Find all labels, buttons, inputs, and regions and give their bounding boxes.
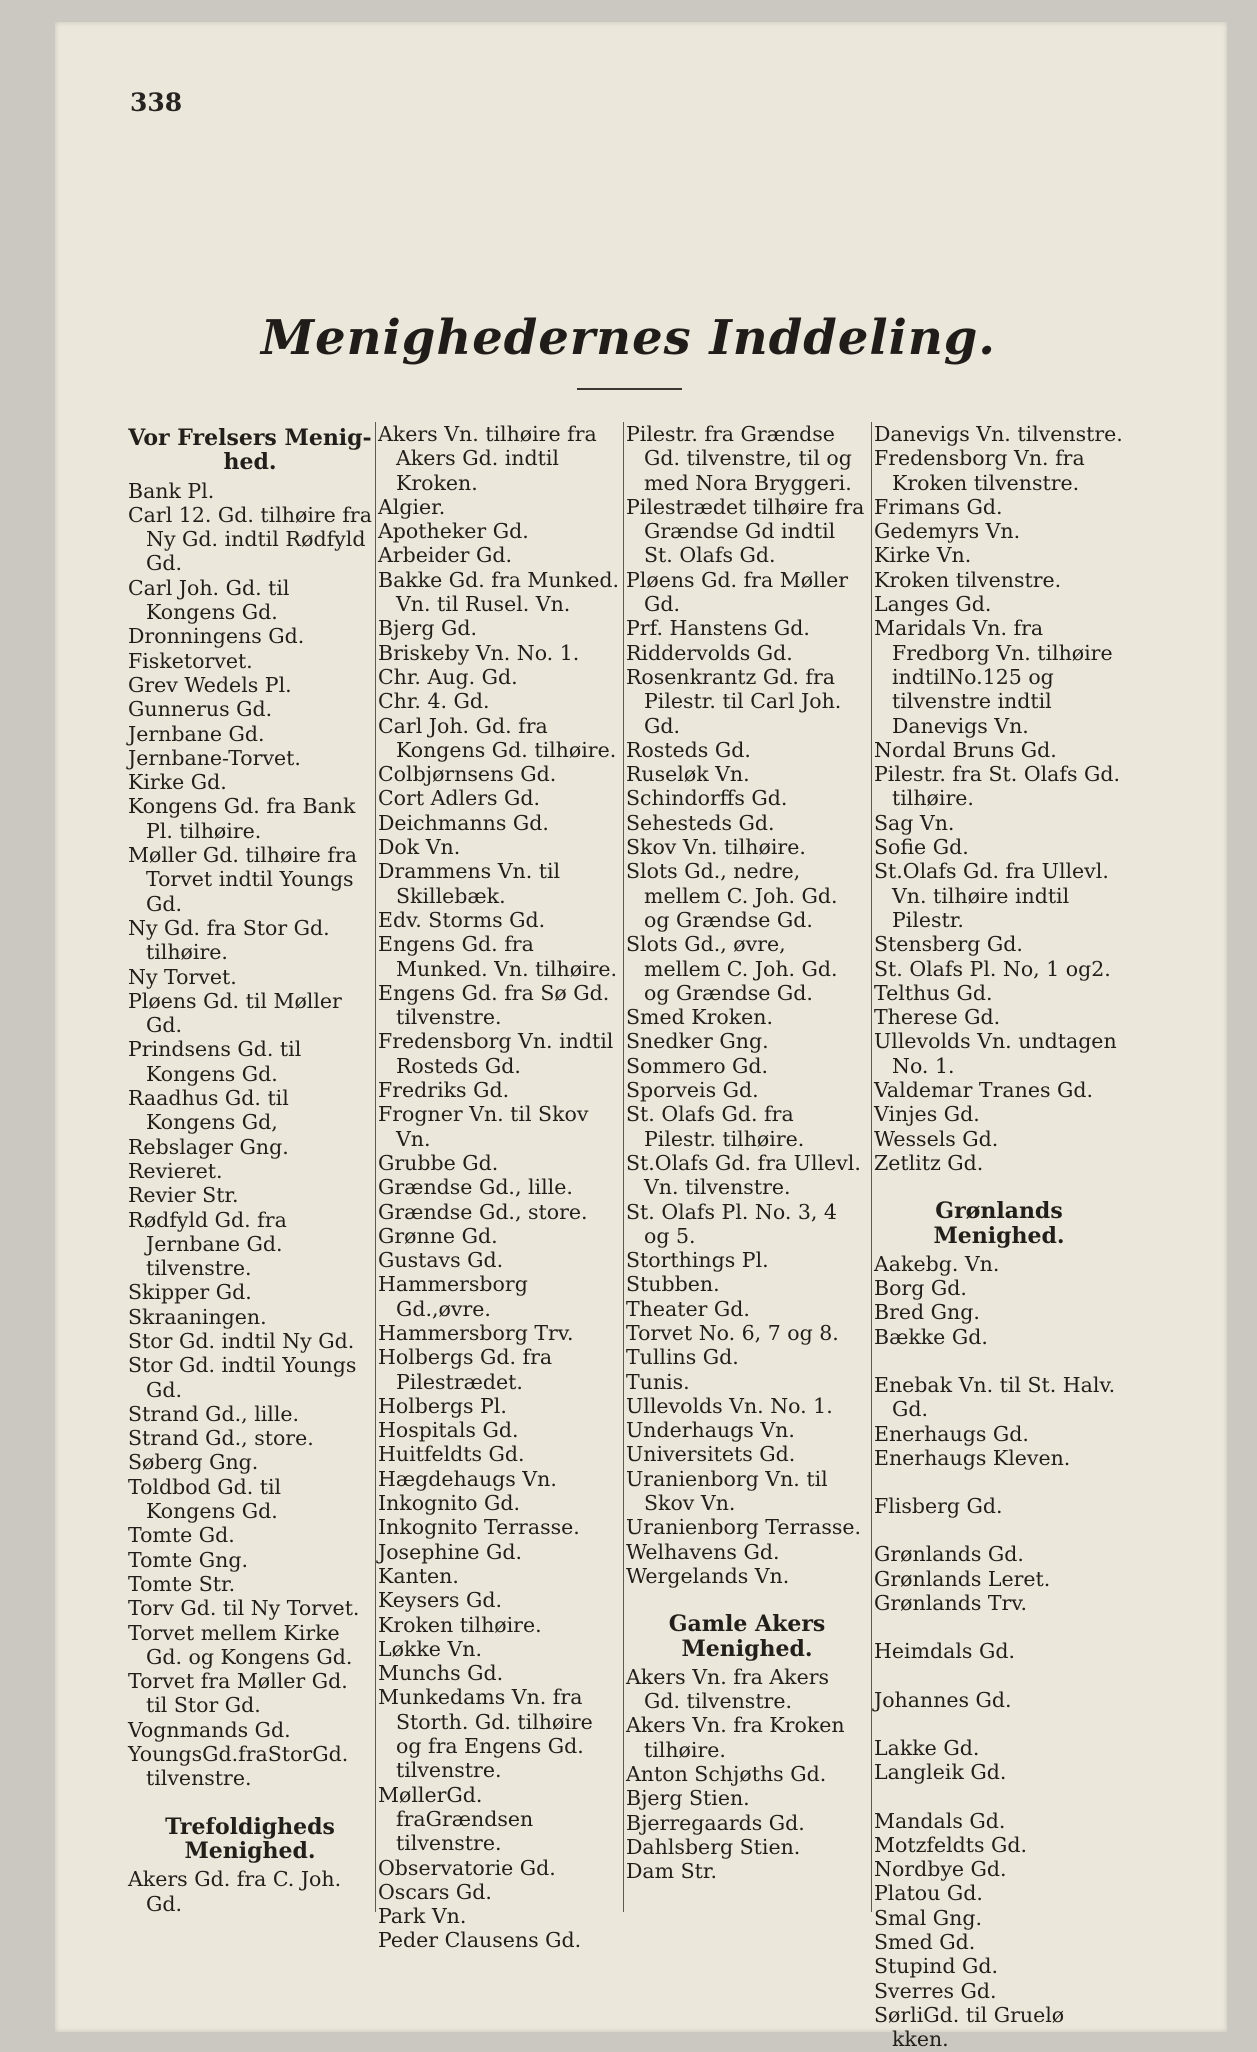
street-entry: Sverres Gd. — [874, 1978, 997, 2003]
street-entry: Pilestrædet tilhøire fra Grændse Gd indtil St. Olafs Gd. — [626, 494, 865, 568]
street-entry: Valdemar Tranes Gd. — [874, 1078, 1094, 1103]
street-entry: Bank Pl. — [128, 478, 215, 503]
street-entry: Colbjørnsens Gd. — [378, 762, 557, 787]
street-entry: Søberg Gng. — [128, 1450, 259, 1475]
street-entry: Drammens Vn. til Skillebæk. — [378, 859, 561, 908]
street-entry: Deichmanns Gd. — [378, 810, 549, 835]
street-entry: Inkognito Gd. — [378, 1491, 521, 1516]
street-entry: Ny Torvet. — [128, 964, 237, 989]
street-entry: Skraaningen. — [128, 1304, 267, 1329]
street-entry: Apotheker Gd. — [378, 519, 529, 544]
street-entry: Fredensborg Vn. fra Kroken tilvenstre. — [874, 446, 1085, 495]
street-entry: Maridals Vn. fra Fredborg Vn. tilhøire indtilNo.125 og tilvenstre indtil Danevigs Vn. — [874, 616, 1113, 738]
street-entry: Strand Gd., lille. — [128, 1401, 300, 1426]
street-entry: Sommero Gd. — [626, 1053, 769, 1078]
street-entry: Kirke Vn. — [874, 543, 972, 568]
street-entry: St.Olafs Gd. fra Ullevl. Vn. tilhøire indtil Pilestr. — [874, 859, 1109, 932]
street-entry: Grønlands Leret. — [874, 1566, 1051, 1591]
street-entry: Ullevolds Vn. undtagen No. 1. — [874, 1029, 1117, 1078]
street-entry: Strand Gd., store. — [128, 1426, 314, 1451]
street-entry: Stor Gd. indtil Ny Gd. — [128, 1328, 355, 1353]
street-entry: Huitfeldts Gd. — [378, 1442, 525, 1467]
street-entry: Revieret. — [128, 1158, 223, 1183]
street-entry: Chr. 4. Gd. — [378, 689, 490, 714]
street-entry: Torvet No. 6, 7 og 8. — [626, 1320, 839, 1345]
street-entry: Stensberg Gd. — [874, 932, 1023, 957]
street-entry: Therese Gd. — [874, 1005, 1001, 1030]
column-4 — [874, 422, 1124, 2052]
street-entry: Ruseløk Vn. — [626, 762, 750, 787]
street-entry: Holbergs Pl. — [378, 1393, 507, 1418]
street-entry: Fisketorvet. — [128, 648, 253, 673]
street-entry: Torv Gd. til Ny Torvet. — [128, 1596, 360, 1621]
street-entry: Anton Schjøths Gd. — [626, 1762, 827, 1787]
street-entry: Briskeby Vn. No. 1. — [378, 640, 580, 665]
street-entry: Grønne Gd. — [378, 1223, 498, 1248]
street-entry: St. Olafs Gd. fra Pilestr. tilhøire. — [626, 1102, 805, 1151]
street-entry: Smed Kroken. — [626, 1005, 773, 1030]
street-entry: Nordal Bruns Gd. — [874, 737, 1057, 762]
street-entry: Borg Gd. — [874, 1276, 967, 1301]
street-entry: Dam Str. — [626, 1859, 717, 1884]
street-entry: Ny Gd. fra Stor Gd. tilhøire. — [128, 915, 330, 965]
street-entry: Riddervolds Gd. — [626, 640, 793, 665]
street-entry: Raadhus Gd. til Kongens Gd, — [128, 1086, 289, 1135]
street-entry: Revier Str. — [128, 1183, 239, 1208]
street-entry: Schindorffs Gd. — [626, 786, 788, 811]
street-entry: Skipper Gd. — [128, 1280, 252, 1305]
street-entry: Løkke Vn. — [378, 1636, 482, 1661]
street-entry: Munchs Gd. — [378, 1661, 504, 1686]
column-divider — [375, 422, 376, 1912]
street-entry: Tomte Str. — [128, 1571, 236, 1596]
street-entry: Enerhaugs Gd. — [874, 1421, 1029, 1446]
street-entry: Sofie Gd. — [874, 835, 969, 860]
street-entry: Danevigs Vn. tilvenstre. — [874, 422, 1123, 446]
street-entry: Oscars Gd. — [378, 1879, 492, 1904]
street-entry: Engens Gd. fra Sø Gd. tilvenstre. — [378, 980, 610, 1030]
street-entry: Frimans Gd. — [874, 494, 1003, 519]
street-entry: Carl Joh. Gd. fra Kongens Gd. tilhøire. — [378, 713, 617, 762]
column-1 — [128, 422, 372, 1916]
street-entry: Wessels Gd. — [874, 1126, 999, 1151]
street-entry: Smal Gng. — [874, 1905, 982, 1930]
street-entry: Keysers Gd. — [378, 1588, 502, 1613]
street-entry: Bjerregaards Gd. — [626, 1810, 805, 1835]
page-title: Menighedernes Inddeling. — [260, 310, 997, 366]
street-entry: Gustavs Gd. — [378, 1248, 504, 1273]
street-entry: Hammersborg Gd.,øvre. — [378, 1272, 528, 1321]
street-entry: MøllerGd. fraGrændsen tilvenstre. — [378, 1782, 534, 1856]
street-entry: Platou Gd. — [874, 1881, 983, 1906]
street-entry: Langleik Gd. — [874, 1760, 1007, 1785]
street-entry: Flisberg Gd. — [874, 1494, 1003, 1519]
street-entry: Sag Vn. — [874, 810, 955, 835]
street-entry: Langes Gd. — [874, 592, 992, 617]
street-entry: Vinjes Gd. — [874, 1102, 980, 1127]
street-entry: Theater Gd. — [626, 1296, 750, 1321]
street-entry: Grændse Gd., store. — [378, 1199, 588, 1224]
street-entry: Hospitals Gd. — [378, 1418, 519, 1443]
street-entry: Motzfeldts Gd. — [874, 1832, 1028, 1857]
street-entry: Slots Gd., nedre, mellem C. Joh. Gd. og Grændse Gd. — [626, 859, 838, 932]
street-entry: Wergelands Vn. — [626, 1563, 790, 1588]
street-entry: Skov Vn. tilhøire. — [626, 835, 806, 860]
street-entry: St. Olafs Pl. No, 1 og2. — [874, 956, 1111, 981]
street-entry: Arbeider Gd. — [378, 543, 513, 568]
street-entry: Møller Gd. tilhøire fra Torvet indtil Youngs Gd. — [128, 843, 357, 916]
street-entry: Akers Gd. fra C. Joh. Gd. — [128, 1867, 342, 1916]
street-entry: Torvet mellem Kirke Gd. og Kongens Gd. — [128, 1620, 353, 1669]
street-entry: Observatorie Gd. — [378, 1855, 556, 1880]
street-entry: Ullevolds Vn. No. 1. — [626, 1393, 833, 1418]
street-entry: Smed Gd. — [874, 1930, 976, 1955]
street-entry: Mandals Gd. — [874, 1808, 1006, 1833]
street-entry: Park Vn. — [378, 1904, 467, 1929]
street-entry: Akers Vn. fra Akers Gd. tilvenstre. — [626, 1664, 830, 1714]
street-entry: Grev Wedels Pl. — [128, 672, 292, 697]
street-entry: Pilestr. fra Grændse Gd. tilvenstre, til og med Nora Bryggeri. — [626, 422, 852, 495]
street-entry: Jernbane Gd. — [128, 721, 265, 746]
street-entry: Grønlands Gd. — [874, 1542, 1024, 1567]
street-entry: Inkognito Terrasse. — [378, 1515, 580, 1540]
street-entry: Prindsens Gd. til Kongens Gd. — [128, 1037, 302, 1086]
street-entry: Vognmands Gd. — [128, 1717, 291, 1742]
street-entry: Enebak Vn. til St. Halv. Gd. — [874, 1372, 1116, 1422]
street-entry: Welhavens Gd. — [626, 1539, 780, 1564]
column-divider — [623, 422, 624, 1912]
street-entry: Slots Gd., øvre, mellem C. Joh. Gd. og Grændse Gd. — [626, 932, 838, 1005]
street-entry: Gunnerus Gd. — [128, 697, 273, 722]
street-entry: Munkedams Vn. fra Storth. Gd. tilhøire og fra Engens Gd. tilvenstre. — [378, 1685, 593, 1783]
street-entry: Snedker Gng. — [626, 1029, 769, 1054]
street-entry: Hægdehaugs Vn. — [378, 1466, 557, 1491]
street-entry: Jernbane-Torvet. — [128, 745, 301, 770]
street-entry: Rosteds Gd. — [626, 737, 751, 762]
street-entry: Kirke Gd. — [128, 770, 227, 795]
street-entry: Enerhaugs Kleven. — [874, 1445, 1071, 1470]
street-entry: Gedemyrs Vn. — [874, 519, 1021, 544]
street-entry: Sporveis Gd. — [626, 1078, 759, 1103]
street-entry: Engens Gd. fra Munked. Vn. tilhøire. — [378, 932, 618, 981]
street-entry: Kroken tilhøire. — [378, 1612, 542, 1637]
street-entry: Zetlitz Gd. — [874, 1150, 984, 1175]
street-entry: Akers Vn. tilhøire fra Akers Gd. indtil Kroken. — [378, 422, 597, 495]
column-2 — [378, 422, 620, 1953]
street-entry: Grændse Gd., lille. — [378, 1175, 573, 1200]
street-entry: Nordbye Gd. — [874, 1857, 1007, 1882]
street-entry: St.Olafs Gd. fra Ullevl. Vn. tilvenstre. — [626, 1150, 861, 1200]
street-entry: Bjerg Gd. — [378, 616, 478, 641]
parish-heading: Gamle Akers Menighed. — [668, 1611, 826, 1662]
street-entry: Sehesteds Gd. — [626, 810, 775, 835]
street-entry: Universitets Gd. — [626, 1442, 796, 1467]
street-entry: Rebslager Gng. — [128, 1134, 289, 1159]
street-entry: Cort Adlers Gd. — [378, 786, 541, 811]
street-entry: Dahlsberg Stien. — [626, 1834, 801, 1859]
street-entry: Peder Clausens Gd. — [378, 1928, 582, 1953]
street-entry: Fredriks Gd. — [378, 1078, 510, 1103]
street-entry: Pilestr. fra St. Olafs Gd. tilhøire. — [874, 762, 1121, 811]
street-entry: Chr. Aug. Gd. — [378, 664, 518, 689]
street-entry: Lakke Gd. — [874, 1735, 980, 1760]
street-entry: Pløens Gd. til Møller Gd. — [128, 988, 342, 1038]
street-entry: Tomte Gd. — [128, 1523, 235, 1548]
street-entry: Dok Vn. — [378, 835, 461, 860]
street-entry: Bred Gng. — [874, 1300, 980, 1325]
title-rule — [577, 388, 682, 390]
street-entry: St. Olafs Pl. No. 3, 4 og 5. — [626, 1199, 837, 1248]
street-entry: Algier. — [378, 494, 446, 519]
street-entry: Grubbe Gd. — [378, 1150, 499, 1175]
column-3 — [626, 422, 868, 1884]
street-entry: Stor Gd. indtil Youngs Gd. — [128, 1353, 357, 1402]
parish-heading: Grønlands Menighed. — [933, 1198, 1065, 1249]
street-entry: Bakke Gd. fra Munked. Vn. til Rusel. Vn. — [378, 567, 620, 617]
street-entry: Toldbod Gd. til Kongens Gd. — [128, 1474, 282, 1524]
street-entry: Storthings Pl. — [626, 1248, 769, 1273]
street-entry: Torvet fra Møller Gd. til Stor Gd. — [128, 1669, 348, 1718]
street-entry: Carl Joh. Gd. til Kongens Gd. — [128, 575, 290, 625]
street-entry: Johannes Gd. — [874, 1687, 1012, 1712]
street-entry: Rosenkrantz Gd. fra Pilestr. til Carl Joh. Gd. — [626, 664, 842, 738]
street-entry: Tullins Gd. — [626, 1345, 739, 1370]
street-entry: Prf. Hanstens Gd. — [626, 616, 810, 641]
street-entry: Stupind Gd. — [874, 1954, 999, 1979]
street-entry: Uranienborg Vn. til Skov Vn. — [626, 1466, 828, 1516]
parish-heading: Trefoldigheds Menighed. — [165, 1813, 335, 1864]
street-entry: Josephine Gd. — [378, 1539, 522, 1564]
street-entry: Heimdals Gd. — [874, 1639, 1015, 1664]
street-entry: Kongens Gd. fra Bank Pl. tilhøire. — [128, 794, 356, 843]
street-entry: Underhaugs Vn. — [626, 1418, 795, 1443]
street-entry: Bække Gd. — [874, 1324, 988, 1349]
street-entry: Carl 12. Gd. tilhøire fra Ny Gd. indtil Rødfyld Gd. — [128, 502, 372, 576]
street-entry: Uranienborg Terrasse. — [626, 1515, 862, 1540]
street-entry: Stubben. — [626, 1272, 720, 1297]
street-entry: Grønlands Trv. — [874, 1591, 1027, 1616]
street-entry: Tomte Gng. — [128, 1547, 248, 1572]
page-number: 338 — [130, 88, 183, 117]
street-entry: Kanten. — [378, 1563, 459, 1588]
street-entry: Pløens Gd. fra Møller Gd. — [626, 567, 849, 617]
street-entry: Akers Vn. fra Kroken tilhøire. — [626, 1713, 845, 1762]
column-divider — [871, 422, 872, 1912]
street-entry: Frogner Vn. til Skov Vn. — [378, 1102, 589, 1151]
street-entry: Holbergs Gd. fra Pilestrædet. — [378, 1345, 553, 1394]
street-entry: Aakebg. Vn. — [874, 1251, 1000, 1276]
street-entry: Fredensborg Vn. indtil Rosteds Gd. — [378, 1029, 614, 1078]
street-entry: Telthus Gd. — [874, 980, 993, 1005]
street-entry: YoungsGd.fraStorGd. tilvenstre. — [128, 1742, 349, 1791]
street-entry: Hammersborg Trv. — [378, 1320, 574, 1345]
street-entry: Tunis. — [626, 1369, 690, 1394]
street-entry: Dronningens Gd. — [128, 624, 305, 649]
street-entry: Rødfyld Gd. fra Jernbane Gd. tilvenstre. — [128, 1207, 287, 1281]
street-entry: SørliGd. til Gruelø kken. — [874, 2002, 1065, 2052]
street-entry: Bjerg Stien. — [626, 1786, 750, 1811]
street-entry: Edv. Storms Gd. — [378, 907, 546, 932]
parish-heading: Vor Frelsers Menig-hed. — [128, 425, 372, 476]
street-entry: Kroken tilvenstre. — [874, 567, 1062, 592]
